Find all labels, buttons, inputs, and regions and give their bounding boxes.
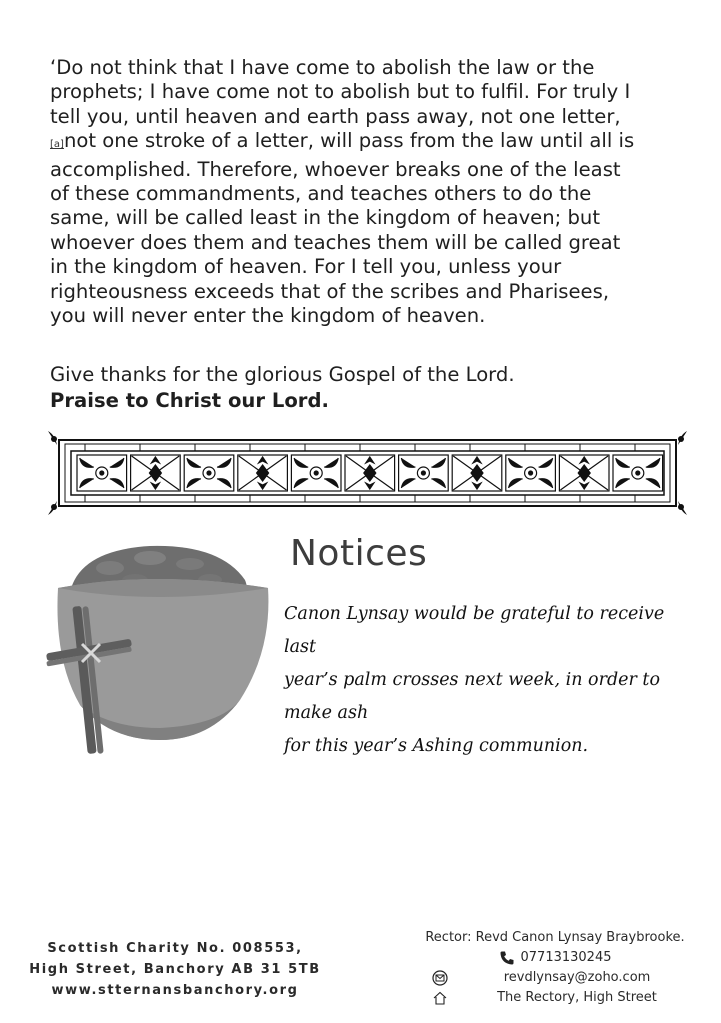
ornament-leaf bbox=[217, 479, 231, 488]
phone-number[interactable]: 07713130245 bbox=[520, 950, 612, 965]
scripture-line-text: not one stroke of a letter, will pass from the law until all is bbox=[63, 129, 635, 153]
ornament-leaf bbox=[509, 458, 523, 467]
ornament-medallion-center bbox=[314, 471, 318, 475]
scripture-line bbox=[50, 129, 690, 157]
ornament-leaf bbox=[401, 479, 415, 488]
ornament-leaf bbox=[80, 458, 94, 467]
rector-name: Rector: Revd Canon Lynsay Braybrooke. bbox=[425, 930, 685, 945]
address-row bbox=[410, 988, 700, 1008]
ornament-leaf bbox=[80, 479, 94, 488]
ornament-leaf bbox=[539, 479, 553, 488]
gospel-response bbox=[50, 362, 690, 414]
charity-info bbox=[20, 938, 330, 1001]
scripture-line: prophets; I have come not to abolish but to fulfil. For truly I bbox=[50, 80, 631, 104]
ash-pot-illustration bbox=[40, 540, 275, 755]
response-call: Give thanks for the glorious Gospel of the Lord. bbox=[50, 363, 515, 386]
scripture-line: whoever does them and teaches them will be called great bbox=[50, 230, 621, 254]
ornament-leaf bbox=[646, 458, 660, 467]
ornament-leaf bbox=[509, 479, 523, 488]
ornament-leaf bbox=[616, 458, 630, 467]
scripture-passage bbox=[50, 56, 690, 328]
ornament-leaf bbox=[187, 479, 201, 488]
ornament-medallion-center bbox=[421, 471, 425, 475]
website-link[interactable]: www.stternansbanchory.org bbox=[51, 983, 299, 998]
notices-body bbox=[284, 598, 694, 763]
ornamental-border bbox=[45, 425, 690, 521]
ornament-diamond bbox=[364, 465, 376, 481]
ornament-leaf bbox=[324, 458, 338, 467]
email-row bbox=[410, 968, 700, 988]
scripture-line: ‘Do not think that I have come to abolish the law or the bbox=[50, 56, 595, 79]
ornament-diamond bbox=[471, 465, 483, 481]
scripture-line: same, will be called least in the kingdom of heaven; but bbox=[50, 206, 601, 230]
ornament-leaf bbox=[294, 458, 308, 467]
scripture-line: in the kingdom of heaven. For I tell you, unless your bbox=[50, 255, 562, 279]
notice-line: year’s palm crosses next week, in order to make ash bbox=[284, 670, 661, 723]
scripture-line: of these commandments, and teaches others to do the bbox=[50, 182, 592, 206]
ornament-leaf bbox=[431, 458, 445, 467]
phone-row bbox=[410, 948, 700, 968]
ornament-medallion-center bbox=[636, 471, 640, 475]
ornament-leaf bbox=[217, 458, 231, 467]
house-icon bbox=[432, 990, 448, 1006]
ornament-leaf bbox=[294, 479, 308, 488]
rector-contact bbox=[410, 928, 700, 1008]
envelope-icon bbox=[432, 970, 448, 986]
charity-address: High Street, Banchory AB 31 5TB bbox=[29, 962, 321, 977]
scripture-line: accomplished. Therefore, whoever breaks one of the least bbox=[50, 157, 621, 181]
ornament-leaf bbox=[646, 479, 660, 488]
charity-number: Scottish Charity No. 008553, bbox=[47, 941, 303, 956]
response-answer: Praise to Christ our Lord. bbox=[50, 389, 329, 412]
ornament-diamond bbox=[149, 465, 161, 481]
ornament-medallion-center bbox=[529, 471, 533, 475]
notices-title: Notices bbox=[290, 533, 428, 574]
ornament-leaf bbox=[110, 479, 124, 488]
footnote-marker[interactable]: [a] bbox=[50, 139, 64, 151]
email-address[interactable]: revdlynsay@zoho.com bbox=[503, 970, 651, 985]
ornament-leaf bbox=[401, 458, 415, 467]
ornament-diamond bbox=[257, 465, 269, 481]
ornament-diamond bbox=[578, 465, 590, 481]
ornament-medallion-center bbox=[207, 471, 211, 475]
ornament-leaf bbox=[539, 458, 553, 467]
ornament-leaf bbox=[616, 479, 630, 488]
phone-icon bbox=[499, 950, 515, 966]
ornament-leaf bbox=[110, 458, 124, 467]
rectory-address: The Rectory, High Street bbox=[497, 990, 657, 1005]
scripture-line: righteousness exceeds that of the scribes and Pharisees, bbox=[50, 279, 610, 303]
ornament-leaf bbox=[431, 479, 445, 488]
notice-line: Canon Lynsay would be grateful to receive last bbox=[284, 604, 665, 657]
scripture-line: tell you, until heaven and earth pass away, not one letter, bbox=[50, 104, 621, 128]
ornament-leaf bbox=[187, 458, 201, 467]
scripture-line: you will never enter the kingdom of heaven. bbox=[50, 304, 486, 328]
ornament-medallion-center bbox=[100, 471, 104, 475]
notice-line: for this year’s Ashing communion. bbox=[284, 736, 589, 756]
ornament-leaf bbox=[324, 479, 338, 488]
